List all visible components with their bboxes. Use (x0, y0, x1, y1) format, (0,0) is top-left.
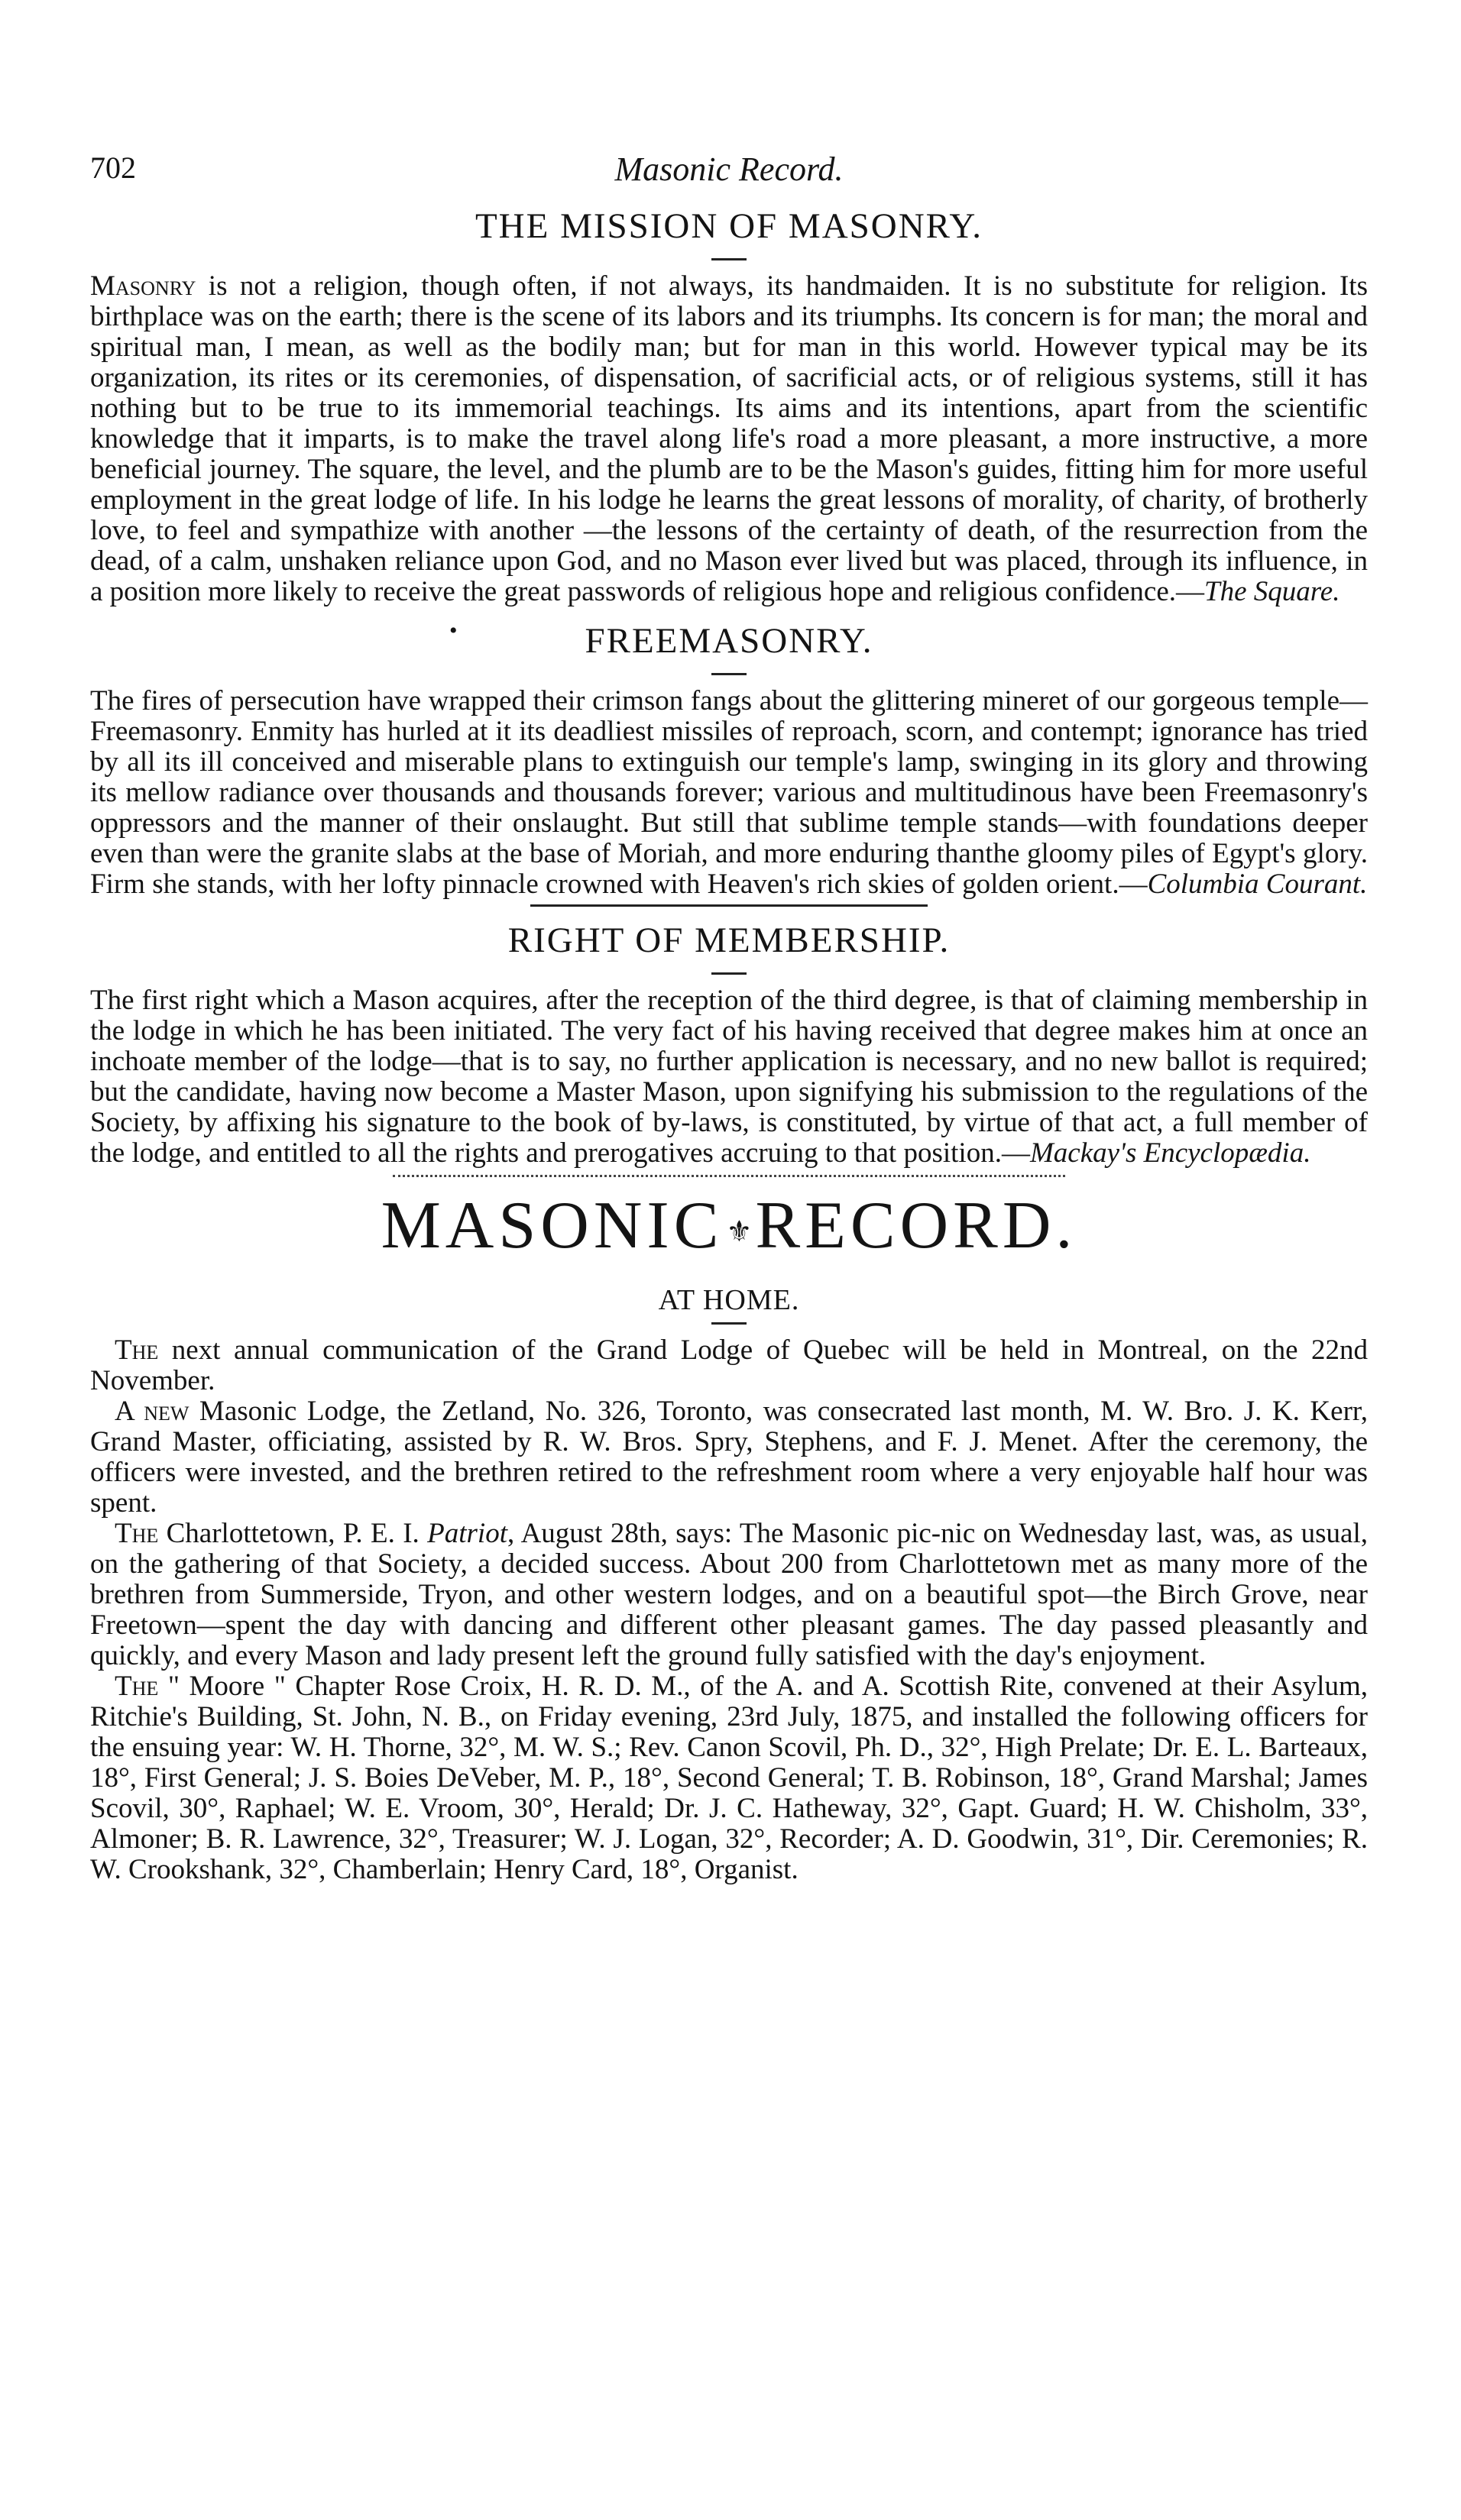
article-right-of-membership (90, 917, 1368, 1169)
journal-title: Masonic Record. (614, 150, 844, 188)
article-heading: RIGHT OF MEMBERSHIP. (507, 920, 951, 960)
news-items (90, 1335, 1368, 1885)
article-body (90, 985, 1368, 1169)
lead-word: A new (115, 1395, 190, 1427)
running-head (90, 150, 1368, 203)
news-text: " Moore " Chapter Rose Croix, H. R. D. M., of the A. and A. Scottish Rite, convened at their Asylum, Ritchie's Building, St. John, N. B., on Friday evening, 23rd July, 1875, and installed the following officers for the ensuing year: W. H. Thorne, 32°, M. W. S.; Rev. Canon Scovil, Ph. D., 32°, High Prelate; Dr. E. L. Barteaux, 18°, First General; J. S. Boies DeVeber, M. P., 18°, Second General; T. B. Robinson, 18°, Grand Marshal; James Scovil, 30°, Raphael; W. E. Vroom, 30°, Herald; Dr. J. C. Hatheway, 32°, Gapt. Guard; H. W. Chisholm, 33°, Almoner; B. R. Lawrence, 32°, Treasurer; W. J. Logan, 32°, Recorder; A. D. Goodwin, 31°, Dir. Ceremonies; R. W. Crookshank, 32°, Chamberlain; Henry Card, 18°, Organist. (90, 1670, 1368, 1885)
heading-rule (711, 1322, 747, 1325)
masonic-emblem-icon: ⚜ (726, 1215, 753, 1248)
stray-bullet-mark: • (449, 618, 458, 643)
news-item (90, 1396, 1368, 1519)
news-text: next annual communication of the Grand Lodge of Quebec will be held in Montreal, on the 22nd November. (90, 1334, 1368, 1396)
lead-word: The (115, 1334, 159, 1366)
newspaper-name: Patriot (427, 1517, 507, 1549)
page (90, 150, 1368, 1885)
body-text: The first right which a Mason acquires, after the reception of the third degree, is that of claiming membership in the lodge in which he has been initiated. The very fact of his having received that degree makes him at once an inchoate member of the lodge—that is to say, no further application is necessary, and no new ballot is required; but the candidate, having now become a Master Mason, upon signifying his submission to the regulations of the Society, by affixing his signature to the book of by-laws, is constituted, by virtue of that act, a full member of the lodge, and entitled to all the rights and prerogatives accruing to that position.— (90, 985, 1368, 1169)
news-item (90, 1519, 1368, 1671)
dotted-divider (393, 1175, 1065, 1177)
news-item (90, 1671, 1368, 1885)
article-mission-of-masonry (90, 203, 1368, 607)
body-text: The fires of persecution have wrapped their crimson fangs about the glittering mineret of our gorgeous temple—Freemasonry. Enmity has hurled at it its deadliest missiles of reproach, scorn, and contempt; ignorance has tried by all its ill conceived and miserable plans to extinguish our temple's lamp, swinging in its glory and throwing its mellow radiance over thousands and thousands forever; various and multitudinous have been Freemasonry's oppressors and the manner of their onslaught. But still that sublime temple stands—with foundations deeper even than were the granite slabs at the base of Moriah, and more enduring thanthe gloomy piles of Egypt's glory. Firm she stands, with her lofty pinnacle crowned with Heaven's rich skies of golden orient.— (90, 685, 1368, 900)
news-text: Masonic Lodge, the Zetland, No. 326, Toronto, was consecrated last month, M. W. Bro. J. K. Kerr, Grand Master, officiating, assisted by R. W. Bros. Spry, Stephens, and F. J. Menet. After the ceremony, the officers were invested, and the brethren retired to the refreshment room where a very enjoyable half hour was spent. (90, 1395, 1368, 1519)
heading-rule (711, 673, 747, 675)
article-freemasonry (90, 618, 1368, 900)
news-text-continued: , August 28th, says: The Masonic pic-nic on Wednesday last, was, as usual, on the gathering of that Society, a decided success. About 200 from Charlottetown met as many more of the brethren from Summerside, Tryon, and other western lodges, and on a beautiful spot—the Birch Grove, near Freetown—spent the day with dancing and different other pleasant games. The day passed pleasantly and quickly, and every Mason and lady present left the ground fully satisfied with the day's enjoyment. (90, 1517, 1368, 1671)
body-text: is not a religion, though often, if not always, its handmaiden. It is no substitute for religion. Its birthplace was on the earth; there is the scene of its labors and its triumphs. Its concern is for man; the moral and spiritual man, I mean, as well as the bodily man; but for man in this world. However typical may be its organization, its rites or its ceremonies, of dispensation, of sacrificial acts, or of religious systems, still it has nothing but to be true to its immemorial teachings. Its aims and its intentions, apart from the scientific knowledge that it imparts, is to make the travel along life's road a more pleasant, a more instructive, a more beneficial journey. The square, the level, and the plumb are to be the Mason's guides, fitting him for more useful employment in the great lodge of life. In his lodge he learns the great lessons of morality, of charity, of brotherly love, to feel and sympathize with another —the lessons of the certainty of death, of the resurrection from the dead, of a calm, unshaken reliance upon God, and no Mason ever lived but was placed, through its influence, in a position more likely to receive the great passwords of religious hope and religious confidence.— (90, 270, 1368, 607)
page-number: 702 (90, 150, 136, 185)
masthead-right: RECORD. (755, 1189, 1077, 1263)
source-credit: The Square. (1204, 576, 1340, 607)
lead-word: The (115, 1670, 159, 1702)
article-heading: FREEMASONRY. (585, 621, 873, 661)
at-home-subheading: AT HOME. (658, 1283, 800, 1316)
lead-word: The (115, 1517, 159, 1549)
lead-word: Masonry (90, 270, 196, 302)
heading-rule (711, 972, 747, 975)
source-credit: Mackay's Encyclopædia. (1029, 1137, 1311, 1169)
news-item (90, 1335, 1368, 1396)
heading-rule (711, 258, 747, 260)
source-credit: Columbia Courant. (1147, 869, 1368, 900)
news-text: Charlottetown, P. E. I. (158, 1517, 428, 1549)
masthead-left: MASONIC (381, 1189, 724, 1263)
article-heading: THE MISSION OF MASONRY. (475, 206, 983, 246)
section-divider (530, 904, 928, 907)
article-body (90, 271, 1368, 607)
article-body (90, 686, 1368, 900)
masonic-record-masthead (90, 1188, 1368, 1270)
